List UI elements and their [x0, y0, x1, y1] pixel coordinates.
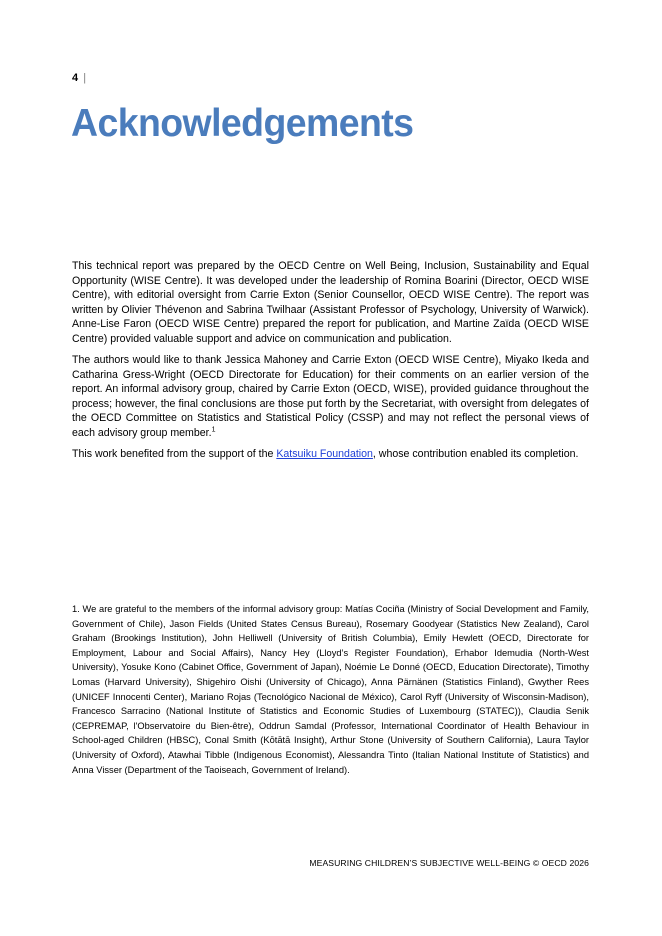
page-number-separator: | [83, 72, 87, 84]
page-number [72, 71, 86, 85]
paragraph-1: This technical report was prepared by the OECD Centre on Well Being, Inclusion, Sustainability and Equal Opportunity (WISE Centre). It was developed under the leadership of Romina Boarini (Director, OECD WISE Centre), with editorial oversight from Carrie Exton (Senior Counsellor, OECD WISE Centre). The report was written by Olivier Thévenon and Sabrina Twilhaar (Assistant Professor of Psychology, University of Warwick). Anne-Lise Faron (OECD WISE Centre) prepared the report for publication, and Martine Zaïda (OECD WISE Centre) provided valuable support and advice on communication and publication. [72, 260, 589, 345]
footnote-ref[interactable]: 1 [211, 425, 216, 433]
footnote-text: 1. We are grateful to the members of the informal advisory group: Matías Cociña (Ministry of Social Development and Family, Government of Chile), Jason Fields (United States Census Bureau), Rosemary Goodyear (Statistics New Zealand), Carol Graham (Brookings Institution), John Helliwell (University of British Columbia), Emily Hewlett (OECD, Directorate for Employment, Labour and Social Affairs), Nancy Hey (Lloyd’s Register Foundation), Erhabor Idemudia (North-West University), Yosuke Kono (Cabinet Office, Government of Japan), Noémie Le Donné (OECD, Education Directorate), Timothy Lomas (Harvard University), Shigehiro Oishi (University of Chicago), Anna Pärnänen (Statistics Finland), Gwyther Rees (UNICEF Innocenti Center), Mariano Rojas (Tecnológico Nacional de México), Carol Ryff (University of Wisconsin-Madison), Francesco Sarracino (National Institute of Statistics and Economic Studies of Luxembourg (STATEC)), Claudia Senik (CEPREMAP, l'Observatoire du Bien-être), Oddrun Samdal (Professor, International Coordinator of Health Behaviour in School-aged Children (HBSC), Conal Smith (Kōtātā Insight), Arthur Stone (University of Southern California), Laura Taylor (University of Oxford), Atawhai Tibble (Indigenous Economist), Alessandra Tinto (Italian National Institute of Statistics) and Anna Visser (Department of the Taoiseach, Government of Ireland). [72, 604, 589, 775]
page-title: Acknowledgements [71, 102, 414, 145]
footnote [72, 602, 589, 777]
paragraph-3-text-after: , whose contribution enabled its completion. [372, 448, 579, 460]
paragraph-3 [72, 447, 589, 462]
page-number-value: 4 [72, 72, 79, 84]
katsuiku-foundation-link[interactable]: Katsuiku Foundation [276, 448, 373, 460]
paragraph-2 [72, 353, 589, 440]
acknowledgements-body [72, 259, 589, 469]
paragraph-3-text-before: This work benefited from the support of the [72, 448, 277, 460]
page-footer: MEASURING CHILDREN’S SUBJECTIVE WELL-BEING © OECD 2026 [309, 858, 589, 868]
paragraph-2-text: The authors would like to thank Jessica Mahoney and Carrie Exton (OECD WISE Centre), Miyako Ikeda and Catharina Gress-Wright (OECD Directorate for Education) for their comments on an earlier version of the report. An informal advisory group, chaired by Carrie Exton (OECD, WISE), provided guidance throughout the process; however, the final conclusions are those put forth by the Secretariat, with oversight from delegates of the OECD Committee on Statistics and Statistical Policy (CSSP) and may not reflect the personal views of each advisory group member. [72, 354, 589, 439]
